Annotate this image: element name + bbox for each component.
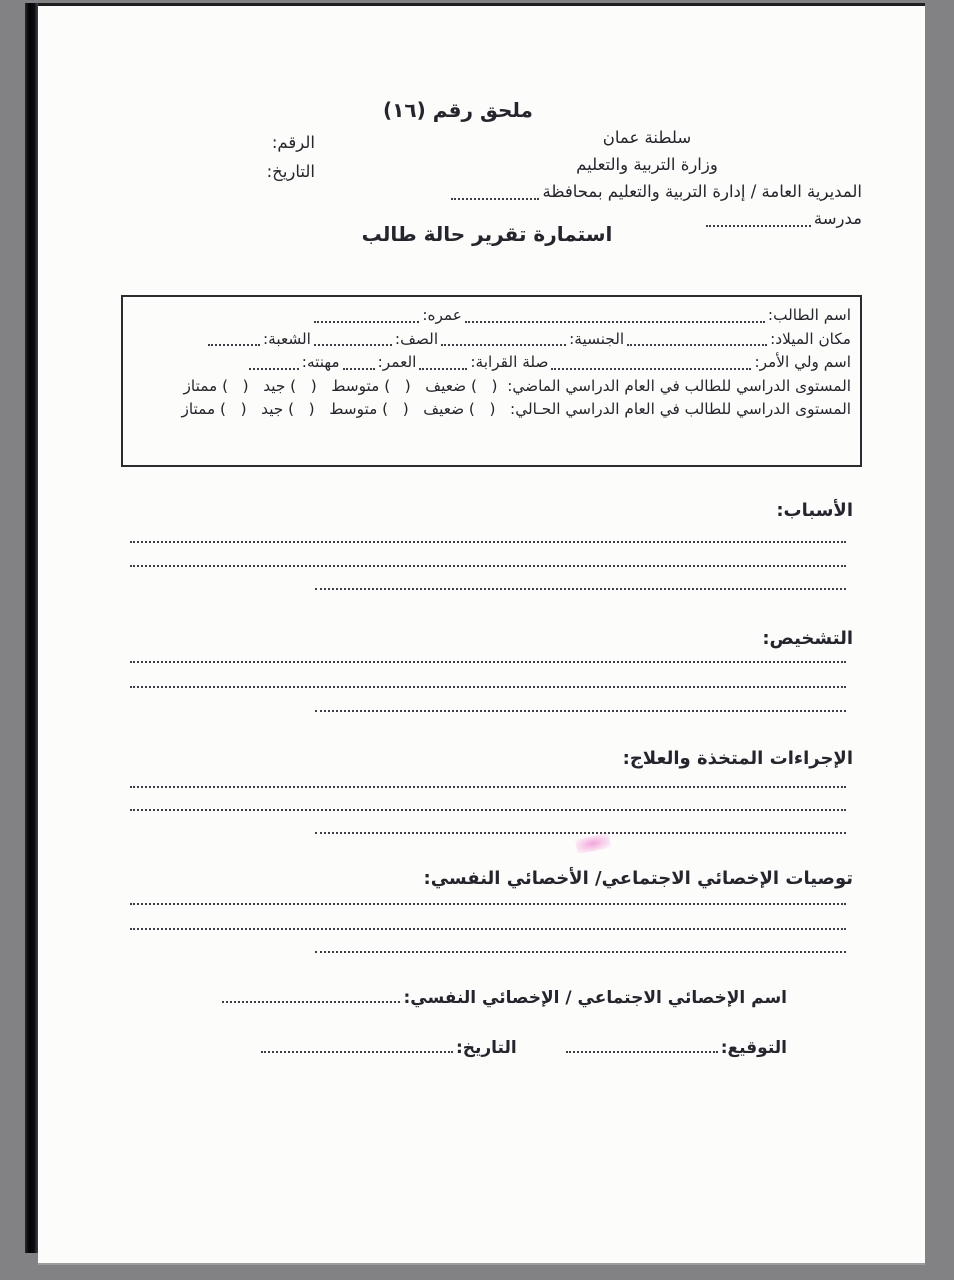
procedures-write-line <box>315 832 846 834</box>
reasons-section-title: الأسباب: <box>776 500 853 521</box>
guardian-age-blank-field <box>343 368 375 370</box>
letterhead <box>432 124 862 232</box>
signature-label: التوقيع: <box>720 1038 787 1058</box>
guardian-row <box>132 351 851 375</box>
nationality-label: الجنسية: <box>569 329 625 348</box>
reasons-write-line <box>130 565 846 567</box>
birthplace-label: مكان الميلاد: <box>770 329 851 348</box>
grade-label: الصف: <box>394 329 439 348</box>
guardian-name-label: اسم ولي الأمر: <box>754 353 851 371</box>
guardian-name-blank-field <box>551 368 751 370</box>
occupation-label: مهنته: <box>301 353 340 371</box>
class-section-label: الشعبة: <box>263 329 311 348</box>
reasons-write-line <box>130 541 846 543</box>
student-name-blank-field <box>465 321 765 323</box>
occupation-blank-field <box>249 368 299 370</box>
grade-blank-field <box>314 344 392 346</box>
pink-ink-smudge <box>575 833 611 855</box>
diagnosis-write-line <box>130 686 846 688</box>
class-section-blank-field <box>208 344 260 346</box>
academic-level-last-year-row: المستوى الدراسي للطالب في العام الدراسي الماضي: ( ) ضعيف ( ) متوسط ( ) جيد ( ) ممتاز <box>183 376 851 395</box>
footer-date-blank-field <box>261 1051 453 1053</box>
form-title: استمارة تقرير حالة طالب <box>361 222 613 246</box>
student-info-box <box>121 295 862 467</box>
procedures-write-line <box>130 786 846 788</box>
kinship-label: صلة القرابة: <box>470 353 549 371</box>
directorate-blank-field <box>451 198 539 200</box>
specialist-name-blank-field <box>222 1001 400 1003</box>
signature-date-row <box>258 1038 787 1058</box>
recommendations-write-line <box>130 928 846 930</box>
recommendations-section-title: توصيات الإخصائي الاجتماعي/ الأخصائي النفسي: <box>423 868 853 889</box>
reference-date-label: التاريخ: <box>266 162 315 181</box>
letterhead-country: سلطنة عمان <box>602 128 692 147</box>
kinship-blank-field <box>419 368 467 370</box>
academic-level-current-year-row: المستوى الدراسي للطالب في العام الدراسي الحـالي: ( ) ضعيف ( ) متوسط ( ) جيد ( ) ممتاز <box>181 400 851 418</box>
page-spine-shadow <box>25 3 38 1253</box>
form-sheet <box>38 3 925 1263</box>
recommendations-write-line <box>130 903 846 905</box>
birthplace-blank-field <box>627 344 767 346</box>
reasons-write-line <box>315 588 846 590</box>
appendix-title: ملحق رقم (١٦) <box>383 98 533 122</box>
diagnosis-section-title: التشخيص: <box>762 628 853 649</box>
directorate-label: المديرية العامة / إدارة التربية والتعليم بمحافظة <box>542 182 862 201</box>
student-age-blank-field <box>314 321 419 323</box>
specialist-name-row <box>219 988 787 1008</box>
nationality-blank-field <box>441 344 566 346</box>
procedures-write-line <box>130 809 846 811</box>
reference-block <box>215 128 315 186</box>
signature-blank-field <box>566 1051 718 1053</box>
student-age-label: عمره: <box>422 306 462 324</box>
student-name-row <box>132 304 851 328</box>
guardian-age-label: العمر: <box>377 353 417 371</box>
student-name-label: اسم الطالب: <box>767 306 851 324</box>
reference-number-label: الرقم: <box>271 133 315 152</box>
letterhead-directorate-row <box>432 178 862 205</box>
procedures-section-title: الإجراءات المتخذة والعلاج: <box>622 748 853 769</box>
school-label: مدرسة <box>813 209 862 228</box>
recommendations-write-line <box>315 951 846 953</box>
diagnosis-write-line <box>130 661 846 663</box>
letterhead-ministry: وزارة التربية والتعليم <box>576 155 718 174</box>
birth-row <box>132 328 851 352</box>
diagnosis-write-line <box>315 710 846 712</box>
specialist-name-label: اسم الإخصائي الاجتماعي / الإخصائي النفسي: <box>403 988 787 1008</box>
footer-date-label: التاريخ: <box>455 1038 517 1058</box>
